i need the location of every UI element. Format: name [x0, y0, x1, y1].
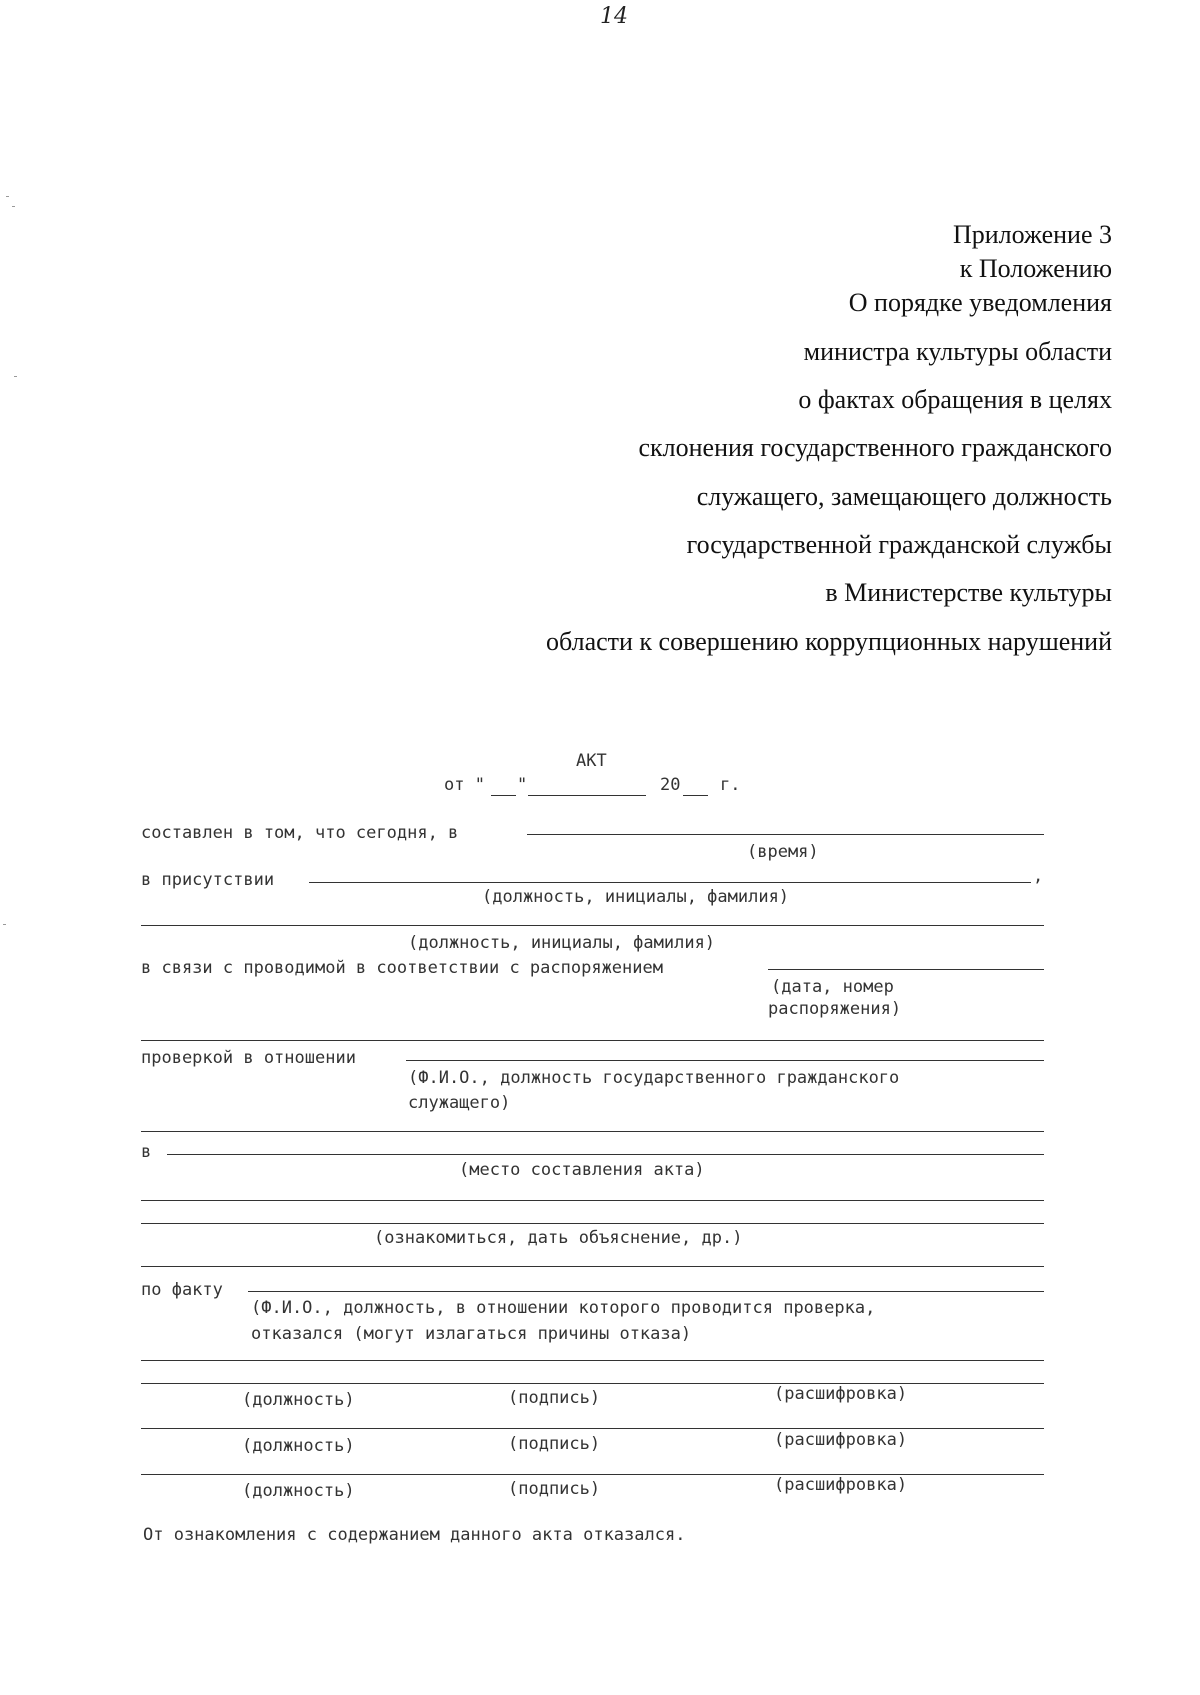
presence-field[interactable] — [309, 882, 1031, 883]
check-label: проверкой в отношении — [141, 1048, 356, 1068]
fact-label: по факту — [141, 1280, 223, 1300]
signature-sign-hint: (подпись) — [508, 1479, 601, 1499]
signature-decoding-hint: (расшифровка) — [774, 1384, 908, 1404]
order-hint: распоряжения) — [768, 999, 902, 1019]
year-suffix: г. — [720, 775, 741, 795]
action-hint: (ознакомиться, дать объяснение, др.) — [374, 1228, 743, 1248]
header-line: о фактах обращения в целях — [798, 385, 1112, 414]
scan-speck — [6, 196, 9, 197]
page-number: 14 — [600, 4, 628, 29]
action-field-2[interactable] — [141, 1223, 1044, 1224]
date-quote: " — [517, 775, 528, 795]
fact-hint: (Ф.И.О., должность, в отношении которого проводится проверка, — [251, 1298, 876, 1318]
scan-speck — [14, 376, 17, 377]
time-field[interactable] — [527, 834, 1044, 835]
place-label: в — [141, 1142, 152, 1162]
action-field-3[interactable] — [141, 1266, 1044, 1267]
check-field-2[interactable] — [141, 1131, 1044, 1132]
check-hint: (Ф.И.О., должность государственного гражданского — [408, 1068, 900, 1088]
header-line: в Министерстве культуры — [825, 578, 1112, 607]
fact-field[interactable] — [248, 1291, 1044, 1292]
signature-position-hint: (должность) — [242, 1481, 355, 1501]
signature-decoding-hint: (расшифровка) — [774, 1430, 908, 1450]
place-hint: (место составления акта) — [459, 1160, 705, 1180]
signature-position-hint: (должность) — [242, 1436, 355, 1456]
signature-line[interactable] — [141, 1428, 1044, 1429]
order-label: в связи с проводимой в соответствии с распоряжением — [141, 958, 663, 978]
order-field[interactable] — [768, 969, 1044, 970]
refusal-note: От ознакомления с содержанием данного акта отказался. — [143, 1525, 686, 1545]
header-line: О порядке уведомления — [848, 288, 1112, 317]
month-field[interactable] — [528, 795, 646, 796]
presence-label: в присутствии — [141, 870, 275, 890]
act-title: АКТ — [576, 751, 607, 771]
presence-comma: , — [1033, 866, 1044, 886]
time-hint: (время) — [747, 842, 819, 862]
order-hint: (дата, номер — [771, 977, 894, 997]
header-line: склонения государственного гражданского — [638, 433, 1112, 462]
presence-field-2[interactable] — [141, 925, 1044, 926]
signature-position-hint: (должность) — [242, 1390, 355, 1410]
composed-label: составлен в том, что сегодня, в — [141, 823, 459, 843]
signature-line[interactable] — [141, 1383, 1044, 1384]
scan-speck — [12, 206, 15, 207]
year-prefix: 20 — [660, 775, 681, 795]
header-line: области к совершению коррупционных нарушений — [546, 627, 1112, 656]
date-prefix: от " — [444, 775, 485, 795]
header-line: служащего, замещающего должность — [696, 482, 1112, 511]
place-field[interactable] — [167, 1154, 1044, 1155]
day-field[interactable] — [491, 795, 516, 796]
signature-sign-hint: (подпись) — [508, 1434, 601, 1454]
fact-hint: отказался (могут излагаться причины отказа) — [251, 1324, 692, 1344]
signature-sign-hint: (подпись) — [508, 1388, 601, 1408]
header-line: Приложение 3 — [952, 220, 1112, 249]
action-field[interactable] — [141, 1200, 1044, 1201]
order-field-2[interactable] — [141, 1040, 1044, 1041]
check-hint: служащего) — [408, 1093, 511, 1113]
scan-speck — [3, 924, 6, 925]
header-line: государственной гражданской службы — [686, 530, 1112, 559]
person-hint: (должность, инициалы, фамилия) — [408, 933, 716, 953]
check-field[interactable] — [406, 1060, 1044, 1061]
header-line: к Положению — [959, 254, 1112, 283]
person-hint: (должность, инициалы, фамилия) — [482, 887, 790, 907]
signature-line[interactable] — [141, 1474, 1044, 1475]
year-field[interactable] — [683, 795, 708, 796]
signature-decoding-hint: (расшифровка) — [774, 1475, 908, 1495]
fact-field-2[interactable] — [141, 1360, 1044, 1361]
header-line: министра культуры области — [803, 337, 1112, 366]
